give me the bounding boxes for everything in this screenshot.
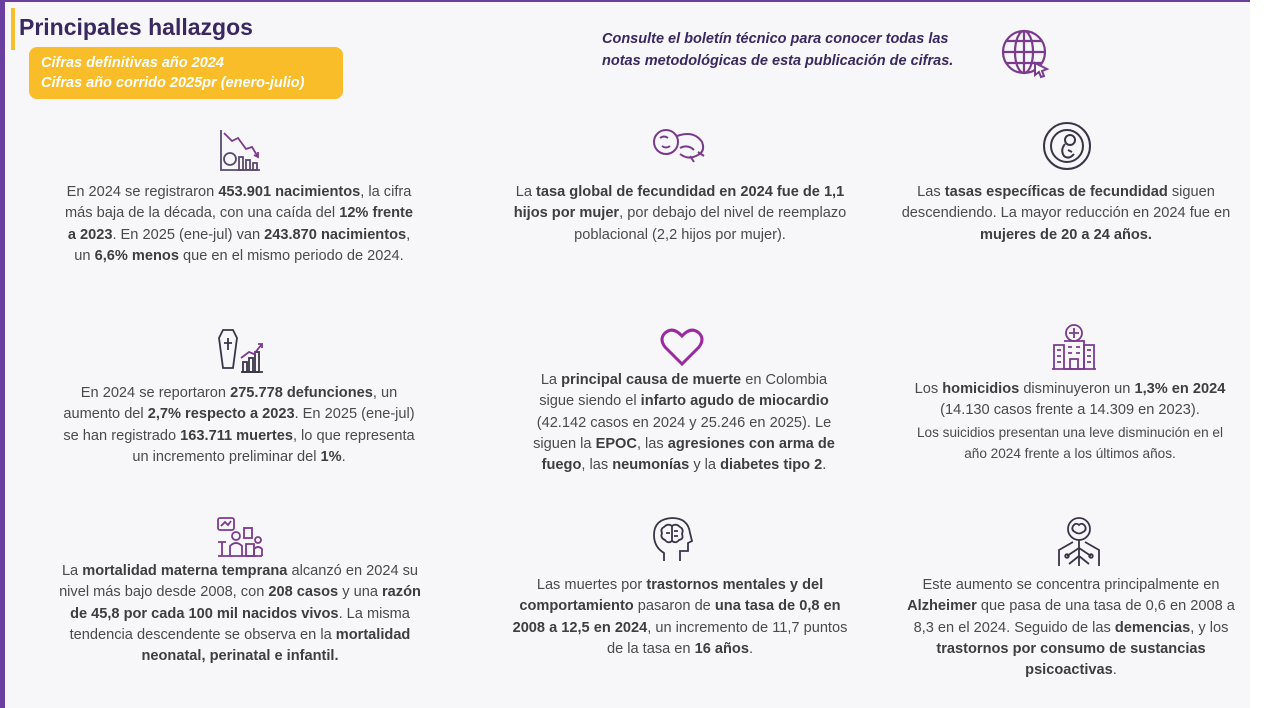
cause-of-death-card-text: La principal causa de muerte en Colombia sigue siendo el infarto agudo de miocardio (42.142 casos en 2024 y 25.246 en 2025). Le siguen la EPOC, las agresiones con arma de fuego, las neumonías y la diabetes tipo 2.: [533, 372, 835, 474]
bulletin-note[interactable]: [602, 28, 1002, 72]
homicides-card-text: Los homicidios disminuyeron un 1,3% en 2024 (14.130 casos frente a 14.309 en 2023). Los suicidios presentan una leve disminución en el año 2024 frente a los últimos años.: [908, 379, 1232, 464]
right-margin: [1250, 0, 1280, 708]
suicides-note: Los suicidios presentan una leve disminución en el año 2024 frente a los últimos años.: [916, 424, 1224, 461]
note-line-2: notas metodológicas de esta publicación de cifras.: [602, 53, 954, 69]
top-rule: [0, 0, 1280, 2]
fertility-card-text: La tasa global de fecundidad en 2024 fue de 1,1 hijos por mujer, por debajo del nivel de reemplazo poblacional (2,2 hijos por mujer).: [513, 184, 847, 243]
coffin-chart-icon: [217, 328, 265, 379]
declining-chart-icon: [218, 127, 262, 178]
badge-line-definitive: Cifras definitivas año 2024: [41, 55, 224, 71]
left-accent-rail: [0, 0, 5, 708]
fetus-icon: [1041, 120, 1093, 177]
heart-icon: [659, 326, 705, 373]
births-card-text: En 2024 se registraron 453.901 nacimientos, la cifra más baja de la década, con una caída del 12% frente a 2023. En 2025 (ene-jul) van 243.870 nacimientos, un 6,6% menos que en el mismo periodo de 2024.: [64, 184, 414, 264]
maternal-card-text: La mortalidad materna temprana alcanzó en 2024 su nivel más bajo desde 2008, con 208 casos y una razón de 45,8 por cada 100 mil nacidos vivos. La misma tendencia descendente se observa en la mortalidad neonatal, perinatal e infantil.: [59, 563, 421, 665]
hospital-icon: [1050, 323, 1098, 376]
neuro-body-icon: [1053, 516, 1105, 573]
head-brain-icon: [650, 515, 694, 568]
badge-line-year-to-date: Cifras año corrido 2025pr (enero-julio): [41, 75, 305, 91]
mental-card-text: Las muertes por trastornos mentales y del comportamiento pasaron de una tasa de 0,8 en 2008 a 12,5 en 2024, un incremento de 11,7 puntos de la tasa en 16 años.: [512, 577, 848, 657]
period-badge: [29, 47, 343, 99]
alzheimer-card-text: Este aumento se concentra principalmente en Alzheimer que pasa de una tasa de 0,6 en 2008 a 8,3 en el 2024. Seguido de las demencias, y los trastornos por consumo de sustancias psicoactivas.: [907, 577, 1235, 679]
baby-icon: [650, 122, 708, 171]
note-line-1: Consulte el boletín técnico para conocer todas las: [602, 31, 949, 47]
page-title: Principales hallazgos: [19, 14, 253, 40]
deaths-card-text: En 2024 se reportaron 275.778 defunciones, un aumento del 2,7% respecto a 2023. En 2025 (ene-jul) se han registrado 163.711 muertes, lo que representa un incremento preliminar del 1%.: [63, 385, 415, 465]
family-icon: [216, 516, 264, 563]
specific-fertility-card-text: Las tasas específicas de fecundidad siguen descendiendo. La mayor reducción en 2024 fue en mujeres de 20 a 24 años.: [901, 184, 1231, 243]
globe-icon[interactable]: [998, 26, 1052, 80]
title-accent-bar: [11, 8, 15, 50]
